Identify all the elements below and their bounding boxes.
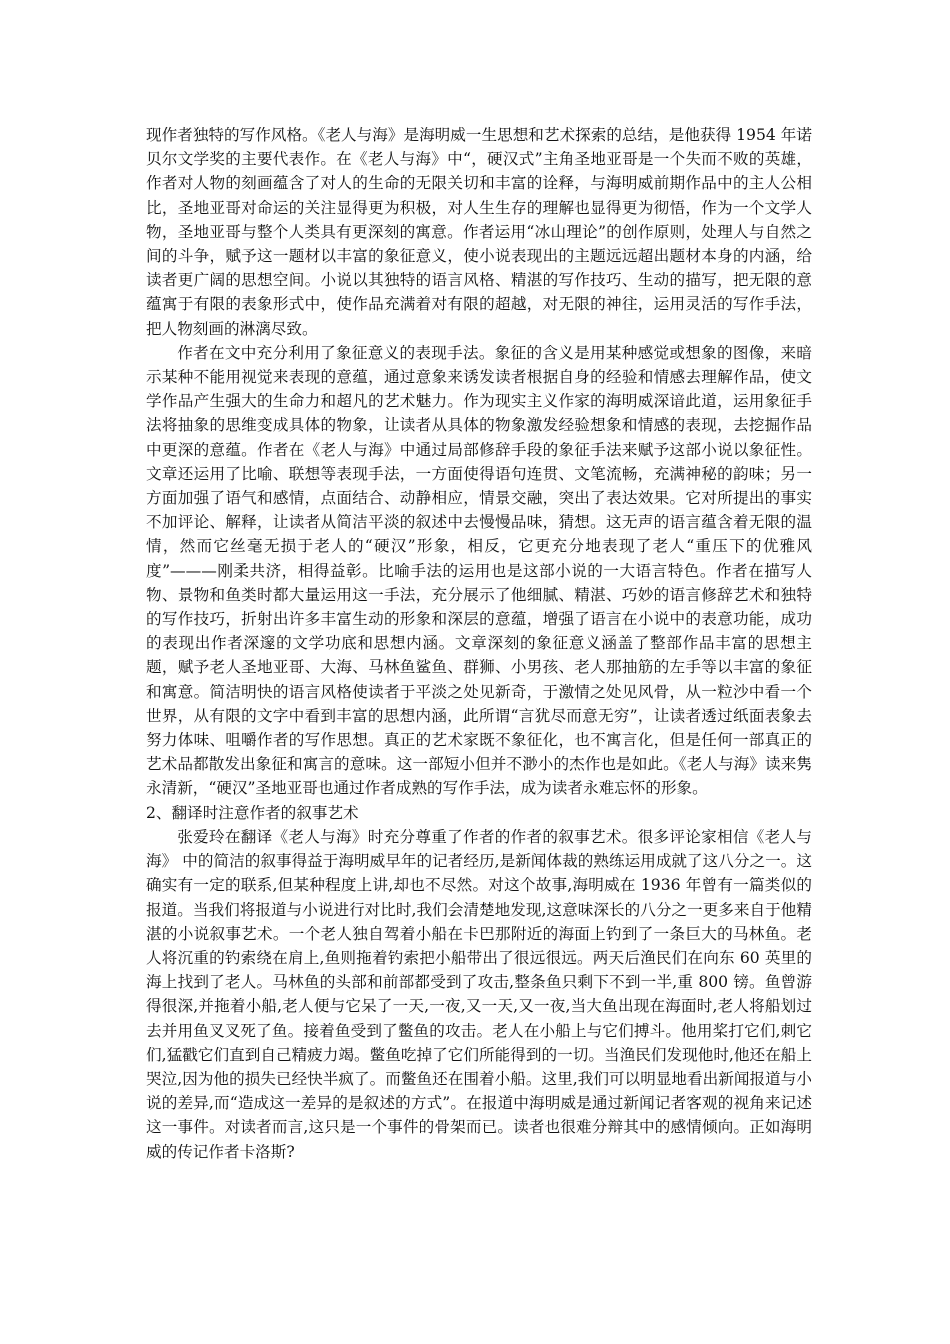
document-body xyxy=(146,123,812,1164)
section-heading: 2、翻译时注意作者的叙事艺术 xyxy=(146,803,359,822)
paragraph-narrative-art: 张爱玲在翻译《老人与海》时充分尊重了作者的作者的叙事艺术。很多评论家相信《老人与海》 中的简洁的叙事得益于海明威早年的记者经历,是新闻体裁的熟练运用成就了这八分之一。这确实有一定的联系,但某种程度上讲,却也不尽然。对这个故事,海明威在 1936 年曾有一篇类似的报道。当我们将报道与小说进行对比时,我们会清楚地发现,这意味深长的八分之一更多来自于他精湛的小说叙事艺术。一个老人独自驾着小船在卡巴那附近的海面上钓到了一条巨大的马林鱼。老人将沉重的钓索绕在肩上,鱼则拖着钓索把小船带出了很远很远。两天后渔民们在向东 60 英里的海上找到了老人。马林鱼的头部和前部都受到了攻击,整条鱼只剩下不到一半,重 800 镑。鱼曾游得很深,并拖着小船,老人便与它呆了一天,一夜,又一天,又一夜,当大鱼出现在海面时,老人将船划过去并用鱼叉叉死了鱼。接着鱼受到了鳖鱼的攻击。老人在小船上与它们搏斗。他用桨打它们,刺它们,猛戳它们直到自己精疲力竭。鳖鱼吃掉了它们所能得到的一切。当渔民们发现他时,他还在船上哭泣,因为他的损失已经快半疯了。而鳖鱼还在围着小船。这里,我们可以明显地看出新闻报道与小说的差异,而“造成这一差异的是叙述的方式”。在报道中海明威是通过新闻记者客观的视角来记述这一事件。对读者而言,这只是一个事件的骨架而已。读者也很难分辩其中的感情倾向。正如海明威的传记作者卡洛斯? xyxy=(146,827,812,1161)
paragraph-symbolism: 作者在文中充分利用了象征意义的表现手法。象征的含义是用某种感觉或想象的图像，来暗示某种不能用视觉来表现的意蕴，通过意象来诱发读者根据自身的经验和情感去理解作品，使文学作品产生强大的生命力和超凡的艺术魅力。作为现实主义作家的海明威深谙此道，运用象征手法将抽象的思维变成具体的物象，让读者从具体的物象激发经验想象和情感的表现，去挖掘作品中更深的意蕴。作者在《老人与海》中通过局部修辞手段的象征手法来赋予这部小说以象征性。文章还运用了比喻、联想等表现手法，一方面使得语句连贯、文笔流畅，充满神秘的韵味；另一方面加强了语气和感情，点面结合、动静相应，情景交融，突出了表达效果。它对所提出的事实不加评论、解释，让读者从简洁平淡的叙述中去慢慢品味，猜想。这无声的语言蕴含着无限的温情，然而它丝毫无损于老人的“硬汉”形象，相反，它更充分地表现了老人“重压下的优雅风度”———刚柔共济，相得益彰。比喻手法的运用也是这部小说的一大语言特色。作者在描写人物、景物和鱼类时都大量运用这一手法，充分展示了他细腻、精湛、巧妙的语言修辞艺术和独特的写作技巧，折射出许多丰富生动的形象和深层的意蕴，增强了语言在小说中的表意功能，成功的表现出作者深邃的文学功底和思想内涵。文章深刻的象征意义涵盖了整部作品丰富的思想主题，赋予老人圣地亚哥、大海、马林鱼鲨鱼、群狮、小男孩、老人那抽筋的左手等以丰富的象征和寓意。简洁明快的语言风格使读者于平淡之处见新奇，于激情之处见风骨，从一粒沙中看一个世界，从有限的文字中看到丰富的思想内涵，此所谓“言犹尽而意无穷”，让读者透过纸面表象去努力体味、咀嚼作者的写作思想。真正的艺术家既不象征化，也不寓言化，但是任何一部真正的艺术品都散发出象征和寓言的意味。这一部短小但并不渺小的杰作也是如此。《老人与海》读来隽永清新，“硬汉”圣地亚哥也通过作者成熟的写作手法，成为读者永难忘怀的形象。 xyxy=(146,343,812,798)
paragraph-style-summary: 现作者独特的写作风格。《老人与海》是海明威一生思想和艺术探索的总结，是他获得 1954 年诺贝尔文学奖的主要代表作。在《老人与海》中“，硬汉式”主角圣地亚哥是一个失而不败的英雄，作者对人物的刻画蕴含了对人的生命的无限关切和丰富的诠释，与海明威前期作品中的主人公相比，圣地亚哥对命运的关注显得更为积极，对人生生存的理解也显得更为彻悟，作为一个文学人物，圣地亚哥与整个人类具有更深刻的寓意。作者运用“冰山理论”的创作原则，处理人与自然之间的斗争，赋予这一题材以丰富的象征意义，使小说表现出的主题远远超出题材本身的内涵，给读者更广阔的思想空间。小说以其独特的语言风格、精湛的写作技巧、生动的描写，把无限的意蕴寓于有限的表象形式中，使作品充满着对有限的超越，对无限的神往，运用灵活的写作手法，把人物刻画的淋漓尽致。 xyxy=(146,126,812,338)
